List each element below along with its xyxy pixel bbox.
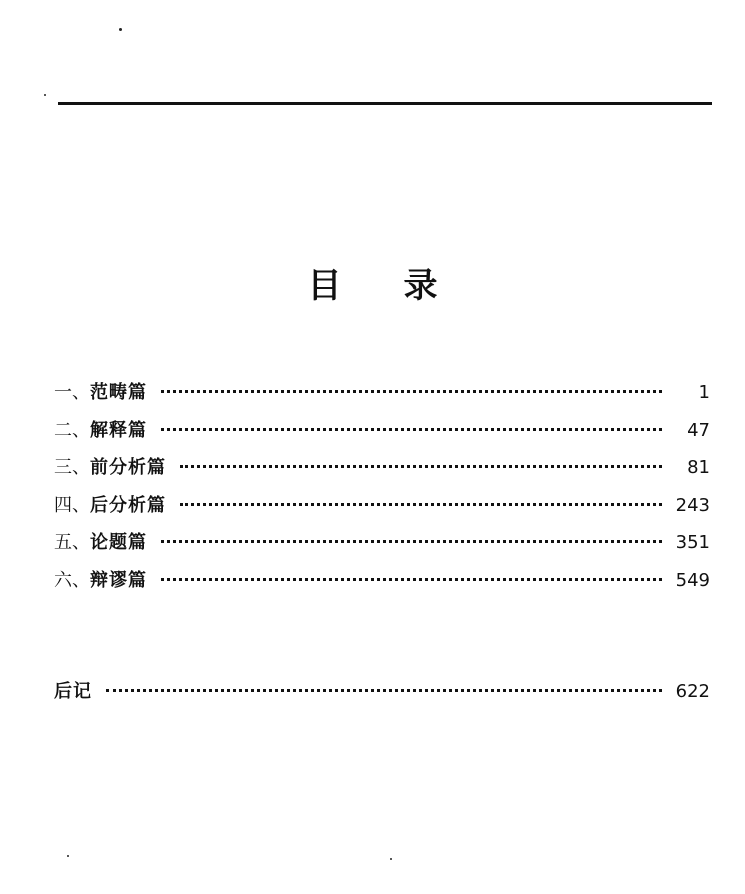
toc-entry[interactable] [54,566,710,604]
toc-entry-page: 47 [687,419,710,441]
dot-leader [161,428,662,431]
title-char: 目 [307,266,342,306]
dot-leader [106,689,662,692]
toc-entry-afterword[interactable] [54,677,710,715]
toc-entry[interactable] [54,453,710,491]
scan-speck [44,94,46,96]
toc-entry-label: 后记 [54,681,92,702]
toc-entry-label: 辩谬篇 [90,569,147,591]
toc-entry[interactable] [54,378,710,416]
toc-entry-label: 论题篇 [90,532,147,553]
toc-entry-number: 二、 [54,419,90,441]
toc-entry-number: 四、 [54,494,90,516]
scan-speck [119,28,122,31]
toc-entry-page: 243 [675,494,710,516]
header-rule [58,102,712,105]
toc-entry[interactable] [54,528,710,566]
table-of-contents [54,378,710,603]
toc-afterword [54,677,710,715]
toc-entry-page: 81 [687,457,710,478]
toc-entry-page: 1 [698,382,710,403]
toc-entry-label: 后分析篇 [90,494,166,516]
toc-entry-page: 622 [675,681,710,702]
dot-leader [180,503,662,506]
toc-entry-label: 解释篇 [90,419,147,441]
toc-entry-label: 前分析篇 [90,457,166,478]
toc-entry-number: 六、 [54,569,90,591]
toc-entry-page: 351 [675,532,710,553]
dot-leader [180,465,662,468]
dot-leader [161,390,662,393]
toc-entry-number: 三、 [54,457,90,478]
title-char: 录 [403,266,438,306]
toc-entry-number: 五、 [54,532,90,553]
dot-leader [161,578,662,581]
dot-leader [161,540,662,543]
scan-speck [390,858,392,860]
toc-entry[interactable] [54,491,710,529]
toc-entry-number: 一、 [54,382,90,403]
scan-speck [67,855,69,857]
page-title [0,258,745,307]
toc-entry-label: 范畴篇 [90,382,147,403]
toc-entry[interactable] [54,416,710,454]
toc-entry-page: 549 [675,569,710,591]
